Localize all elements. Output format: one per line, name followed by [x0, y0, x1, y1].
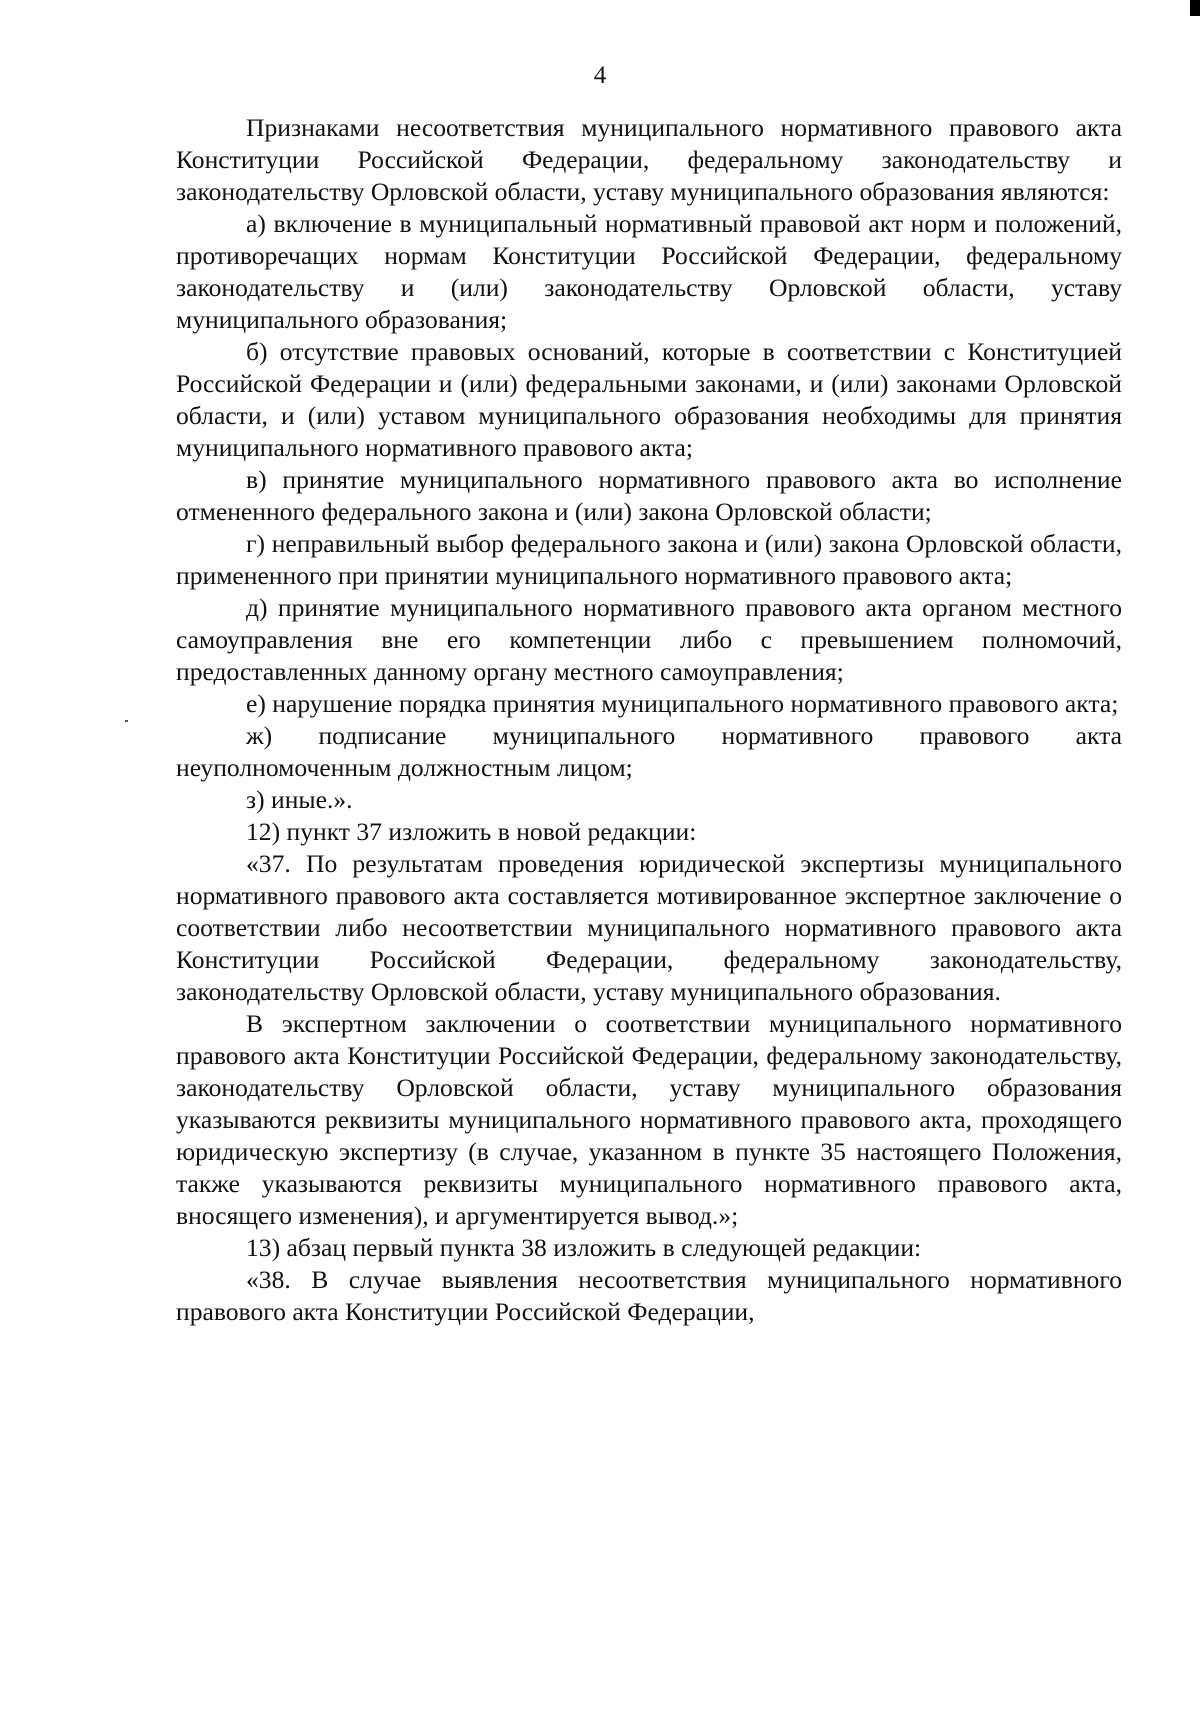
paragraph-amendment-13: 13) абзац первый пункта 38 изложить в следующей редакции: — [246, 1233, 922, 1262]
paragraph-item-b: б) отсутствие правовых оснований, которые в соответствии с Конституцией Российской Федерации и (или) федеральными законами, и (или) законами Орловской области, и (или) уставом муниципального образования необходимы для принятия муниципального нормативного правового акта; — [176, 337, 1122, 462]
page-number: 4 — [593, 62, 607, 89]
paragraph-item-a: а) включение в муниципальный нормативный правовой акт норм и положений, противоречащих нормам Конституции Российской Федерации, федеральному законодательству и (или) законодательству Орловской области, уставу муниципального образования; — [176, 209, 1122, 334]
paragraph-item-v: в) принятие муниципального нормативного правового акта во исполнение отмененного федерального закона и (или) закона Орловской области; — [176, 465, 1122, 526]
scan-speck — [125, 720, 128, 722]
paragraph-clause-37-part-2: В экспертном заключении о соответствии муниципального нормативного правового акта Конституции Российской Федерации, федеральному законодательству, законодательству Орловской области, уставу муниципального образования указываются реквизиты муниципального нормативного правового акта, проходящего юридическую экспертизу (в случае, указанном в пункте 35 настоящего Положения, также указываются реквизиты муниципального нормативного правового акта, вносящего изменения), и аргументируется вывод.»; — [176, 1009, 1122, 1230]
paragraph-item-z: з) иные.». — [246, 785, 353, 814]
scan-edge-mark — [1190, 0, 1200, 16]
paragraph-item-zh: ж) подписание муниципального нормативного правового акта неуполномоченным должностным лицом; — [176, 721, 1122, 782]
paragraph-clause-38: «38. В случае выявления несоответствия муниципального нормативного правового акта Конституции Российской Федерации, — [176, 1265, 1122, 1326]
paragraph-item-g: г) неправильный выбор федерального закона и (или) закона Орловской области, примененного при принятии муниципального нормативного правового акта; — [176, 529, 1122, 590]
paragraph-amendment-12: 12) пункт 37 изложить в новой редакции: — [246, 817, 697, 846]
document-body — [176, 112, 1122, 1328]
paragraph-clause-37: «37. По результатам проведения юридической экспертизы муниципального нормативного правового акта составляется мотивированное экспертное заключение о соответствии либо несоответствии муниципального нормативного правового акта Конституции Российской Федерации, федеральному законодательству, законодательству Орловской области, уставу муниципального образования. — [176, 849, 1122, 1006]
paragraph-intro: Признаками несоответствия муниципального нормативного правового акта Конституции Российской Федерации, федеральному законодательству и законодательству Орловской области, уставу муниципального образования являются: — [176, 113, 1122, 206]
paragraph-item-e: е) нарушение порядка принятия муниципального нормативного правового акта; — [246, 689, 1119, 718]
paragraph-item-d: д) принятие муниципального нормативного правового акта органом местного самоуправления вне его компетенции либо с превышением полномочий, предоставленных данному органу местного самоуправления; — [176, 593, 1122, 686]
